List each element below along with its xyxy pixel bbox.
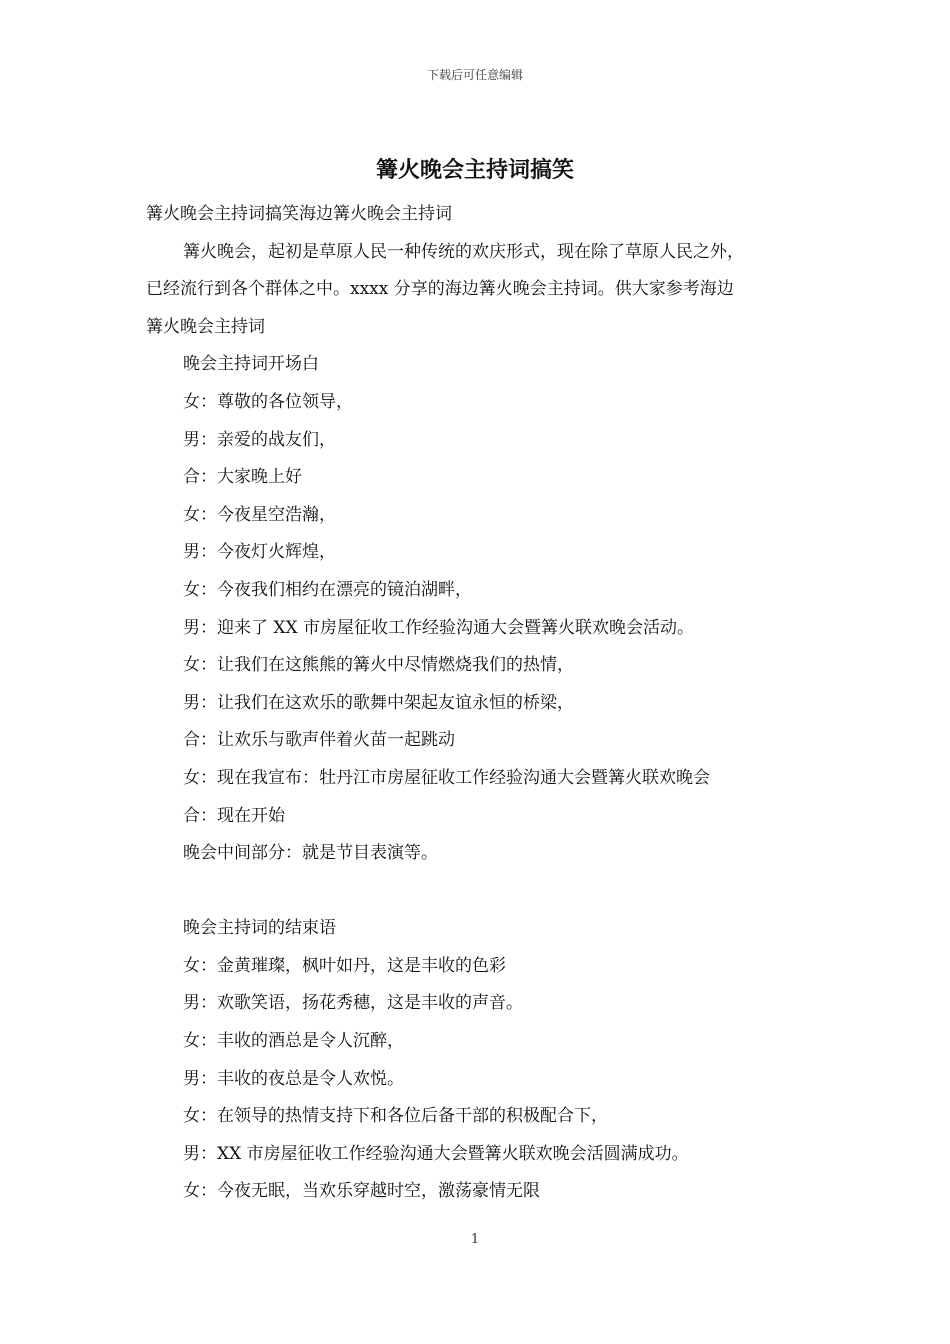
blank-line xyxy=(146,873,836,911)
opening-line: 男：今夜灯火辉煌， xyxy=(183,542,336,563)
middle-section-line: 晚会中间部分：就是节目表演等。 xyxy=(183,843,438,864)
opening-line: 男：迎来了 XX 市房屋征收工作经验沟通大会暨篝火联欢晚会活动。 xyxy=(183,617,695,638)
opening-line: 女：今夜我们相约在漂亮的镜泊湖畔， xyxy=(183,579,472,600)
closing-line: 男：欢歌笑语，扬花秀穗，这是丰收的声音。 xyxy=(183,993,523,1014)
closing-line: 女：丰收的酒总是令人沉醉， xyxy=(183,1031,404,1052)
page-title: 篝火晚会主持词搞笑 xyxy=(375,157,574,183)
page-number: 1 xyxy=(470,1232,480,1247)
subtitle-line: 篝火晚会主持词搞笑海边篝火晚会主持词 xyxy=(146,204,452,224)
closing-line: 男：XX 市房屋征收工作经验沟通大会暨篝火联欢晚会活圆满成功。 xyxy=(183,1143,689,1164)
closing-line: 女：在领导的热情支持下和各位后备干部的积极配合下， xyxy=(183,1106,608,1127)
opening-heading: 晚会主持词开场白 xyxy=(183,354,319,375)
opening-line: 女：今夜星空浩瀚， xyxy=(183,504,336,525)
opening-line: 男：亲爱的战友们， xyxy=(183,429,336,450)
intro-line-1: 篝火晚会，起初是草原人民一种传统的欢庆形式，现在除了草原人民之外， xyxy=(183,241,744,262)
opening-line: 女：尊敬的各位领导， xyxy=(183,391,353,412)
opening-line: 合：大家晚上好 xyxy=(183,467,302,488)
opening-line: 合：现在开始 xyxy=(183,805,285,826)
closing-line: 女：今夜无眠，当欢乐穿越时空，激荡豪情无限 xyxy=(183,1181,540,1202)
intro-line-2: 已经流行到各个群体之中。xxxx 分享的海边篝火晚会主持词。供大家参考海边 xyxy=(146,279,734,300)
closing-line: 男：丰收的夜总是令人欢悦。 xyxy=(183,1068,404,1089)
opening-line: 合：让欢乐与歌声伴着火苗一起跳动 xyxy=(183,730,455,751)
header-note: 下载后可任意编辑 xyxy=(426,68,523,82)
closing-line: 女：金黄璀璨，枫叶如丹，这是丰收的色彩 xyxy=(183,955,506,976)
intro-line-3: 篝火晚会主持词 xyxy=(146,316,265,337)
document-body xyxy=(146,196,836,1211)
opening-line: 女：让我们在这熊熊的篝火中尽情燃烧我们的热情， xyxy=(183,655,574,676)
opening-line: 男：让我们在这欢乐的歌舞中架起友谊永恒的桥梁， xyxy=(183,692,574,713)
opening-line: 女：现在我宣布：牡丹江市房屋征收工作经验沟通大会暨篝火联欢晚会 xyxy=(183,767,710,788)
closing-heading: 晚会主持词的结束语 xyxy=(183,918,336,939)
